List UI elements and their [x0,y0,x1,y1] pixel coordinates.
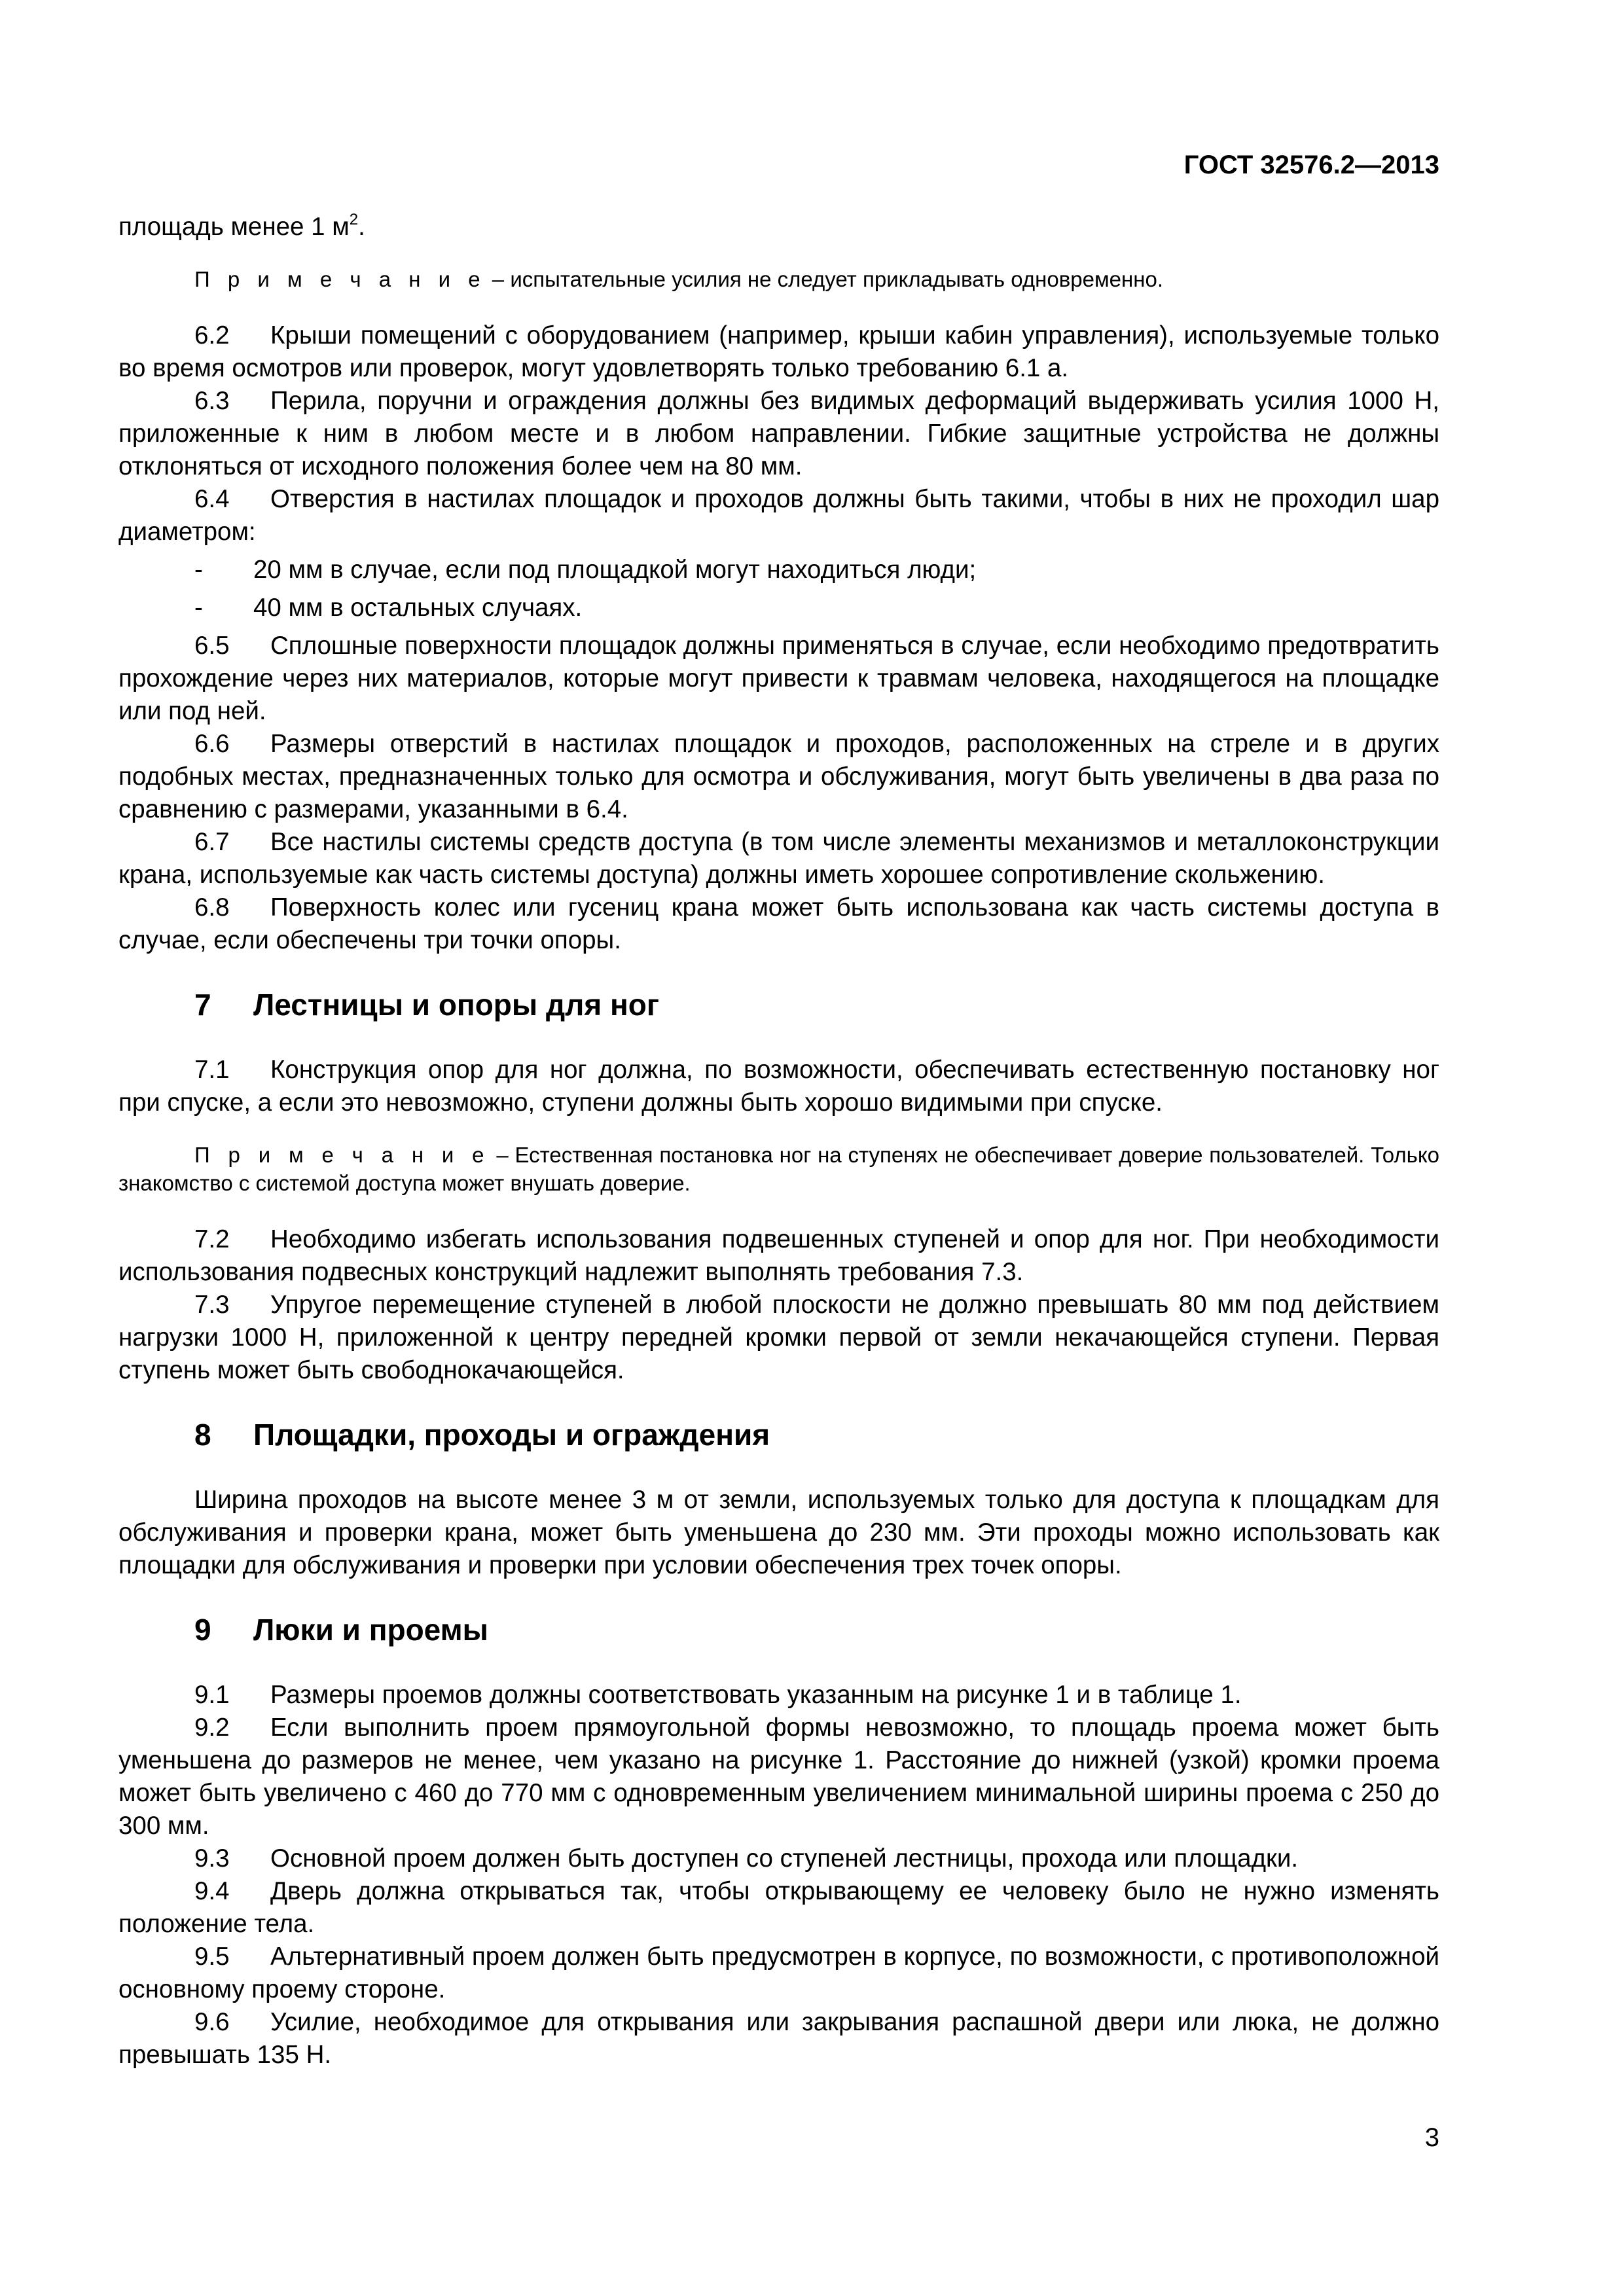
section-number: 9 [194,1613,211,1647]
section-number: 8 [194,1418,211,1452]
section-title: Площадки, проходы и ограждения [253,1418,770,1452]
document-body [118,211,1439,2072]
clause-number: 7.1 [194,1056,230,1084]
list-item [118,554,1439,586]
note-1-text: – испытательные усилия не следует прикладывать одновременно. [486,267,1163,291]
clause-text: Если выполнить проем прямоугольной формы невозможно, то площадь проема может быть уменьшена до размеров не менее, чем указано на рисунке 1. Расстояние до нижней (узкой) кромки проема может быть увеличено с 460 до 770 мм с одновременным увеличением минимальной ширины проема с 250 до 300 мм. [118,1713,1439,1840]
clause-6-3 [118,385,1439,483]
clause-number: 9.2 [194,1713,230,1742]
clause-number: 6.8 [194,893,230,922]
document-header: ГОСТ 32576.2—2013 [1183,151,1439,179]
clause-text: Поверхность колес или гусениц крана может быть использована как часть системы доступа в случае, если обеспечены три точки опоры. [118,893,1439,954]
note-1 [118,265,1439,293]
clause-text: Сплошные поверхности площадок должны применяться в случае, если необходимо предотвратить прохождение через них материалов, которые могут привести к травмам человека, находящегося на площадке или под ней. [118,632,1439,725]
intro-text: площадь менее 1 м [118,213,350,241]
clause-number: 6.2 [194,321,230,350]
clause-text: Усилие, необходимое для открывания или закрывания распашной двери или люка, не должно превышать 135 Н. [118,2008,1439,2069]
clause-text: Основной проем должен быть доступен со ступеней лестницы, прохода или площадки. [270,1844,1299,1873]
clause-text: Перила, поручни и ограждения должны без видимых деформаций выдерживать усилия 1000 Н, приложенные к ним в любом месте и в любом направлении. Гибкие защитные устройства не должны отклоняться от исходного положения более чем на 80 мм. [118,387,1439,480]
clause-number: 6.6 [194,730,230,758]
clause-text: Необходимо избегать использования подвешенных ступеней и опор для ног. При необходимости использования подвесных конструкций надлежит выполнять требования 7.3. [118,1225,1439,1286]
clause-6-6 [118,728,1439,826]
section-8-paragraph: Ширина проходов на высоте менее 3 м от земли, используемых только для доступа к площадкам для обслуживания и проверки крана, может быть уменьшена до 230 мм. Эти проходы можно использовать как площадки для обслуживания и проверки при условии обеспечения трех точек опоры. [118,1486,1439,1579]
clause-number: 9.3 [194,1844,230,1873]
clause-text: Отверстия в настилах площадок и проходов должны быть такими, чтобы в них не проходил шар диаметром: [118,485,1439,546]
clause-number: 6.7 [194,828,230,856]
clause-6-7 [118,826,1439,891]
clause-number: 9.1 [194,1681,230,1709]
note-1-label: П р и м е ч а н и е [194,267,486,291]
clause-number: 9.5 [194,1943,230,1971]
clause-number: 7.3 [194,1291,230,1319]
clause-6-4 [118,483,1439,548]
section-number: 7 [194,988,211,1022]
clause-6-5 [118,630,1439,728]
clause-text: Крыши помещений с оборудованием (например, крыши кабин управления), используемые только во время осмотров или проверок, могут удовлетворять только требованию 6.1 а. [118,321,1439,382]
clause-text: Размеры проемов должны соответствовать указанным на рисунке 1 и в таблице 1. [270,1681,1242,1709]
clause-number: 6.3 [194,387,230,415]
clause-7-2 [118,1223,1439,1289]
note-2-text: – Естественная постановка ног на ступенях не обеспечивает доверие пользователей. Только знакомство с системой доступа может внушать доверие. [118,1143,1439,1195]
clause-7-3 [118,1289,1439,1387]
clause-text: Дверь должна открываться так, чтобы открывающему ее человеку было не нужно изменять положение тела. [118,1877,1439,1938]
clause-number: 9.4 [194,1877,230,1905]
section-9-heading [118,1611,1439,1649]
clause-9-4 [118,1875,1439,1941]
clause-number: 7.2 [194,1225,230,1253]
section-7-heading [118,986,1439,1024]
clause-6-8 [118,891,1439,957]
clause-6-2 [118,319,1439,385]
note-2-label: П р и м е ч а н и е [194,1143,490,1167]
clause-number: 6.4 [194,485,230,513]
clause-text: Альтернативный проем должен быть предусмотрен в корпусе, по возможности, с противоположной основному проему стороне. [118,1943,1439,2003]
clause-text: Упругое перемещение ступеней в любой плоскости не должно превышать 80 мм под действием нагрузки 1000 Н, приложенной к центру передней кромки первой от земли некачающейся ступени. Первая ступень может быть свободнокачающейся. [118,1291,1439,1384]
intro-line [118,211,1439,243]
clause-text: Размеры отверстий в настилах площадок и проходов, расположенных на стреле и в других подобных местах, предназначенных только для осмотра и обслуживания, могут быть увеличены в два раза по сравнению с размерами, указанными в 6.4. [118,730,1439,823]
list-dash: - [194,594,203,622]
clause-number: 9.6 [194,2008,230,2036]
note-2 [118,1141,1439,1197]
clause-9-5 [118,1941,1439,2006]
list-item-text: 40 мм в остальных случаях. [253,594,583,622]
clause-text: Все настилы системы средств доступа (в том числе элементы механизмов и металлоконструкции крана, используемые как часть системы доступа) должны иметь хорошее сопротивление скольжению. [118,828,1439,889]
section-title: Лестницы и опоры для ног [253,988,660,1022]
list-item [118,592,1439,624]
clause-7-1 [118,1054,1439,1119]
clause-9-1 [118,1679,1439,1712]
clause-number: 6.5 [194,632,230,660]
clause-9-2 [118,1712,1439,1842]
page-number: 3 [1424,2123,1439,2152]
intro-superscript: 2 [349,211,359,228]
clause-text: Конструкция опор для ног должна, по возможности, обеспечивать естественную постановку ног при спуске, а если это невозможно, ступени должны быть хорошо видимыми при спуске. [118,1056,1439,1117]
section-title: Люки и проемы [253,1613,488,1647]
intro-end: . [358,213,365,241]
list-item-text: 20 мм в случае, если под площадкой могут находиться люди; [253,556,977,584]
list-dash: - [194,556,203,584]
clause-9-3 [118,1842,1439,1875]
section-8-heading [118,1416,1439,1454]
clause-9-6 [118,2006,1439,2072]
